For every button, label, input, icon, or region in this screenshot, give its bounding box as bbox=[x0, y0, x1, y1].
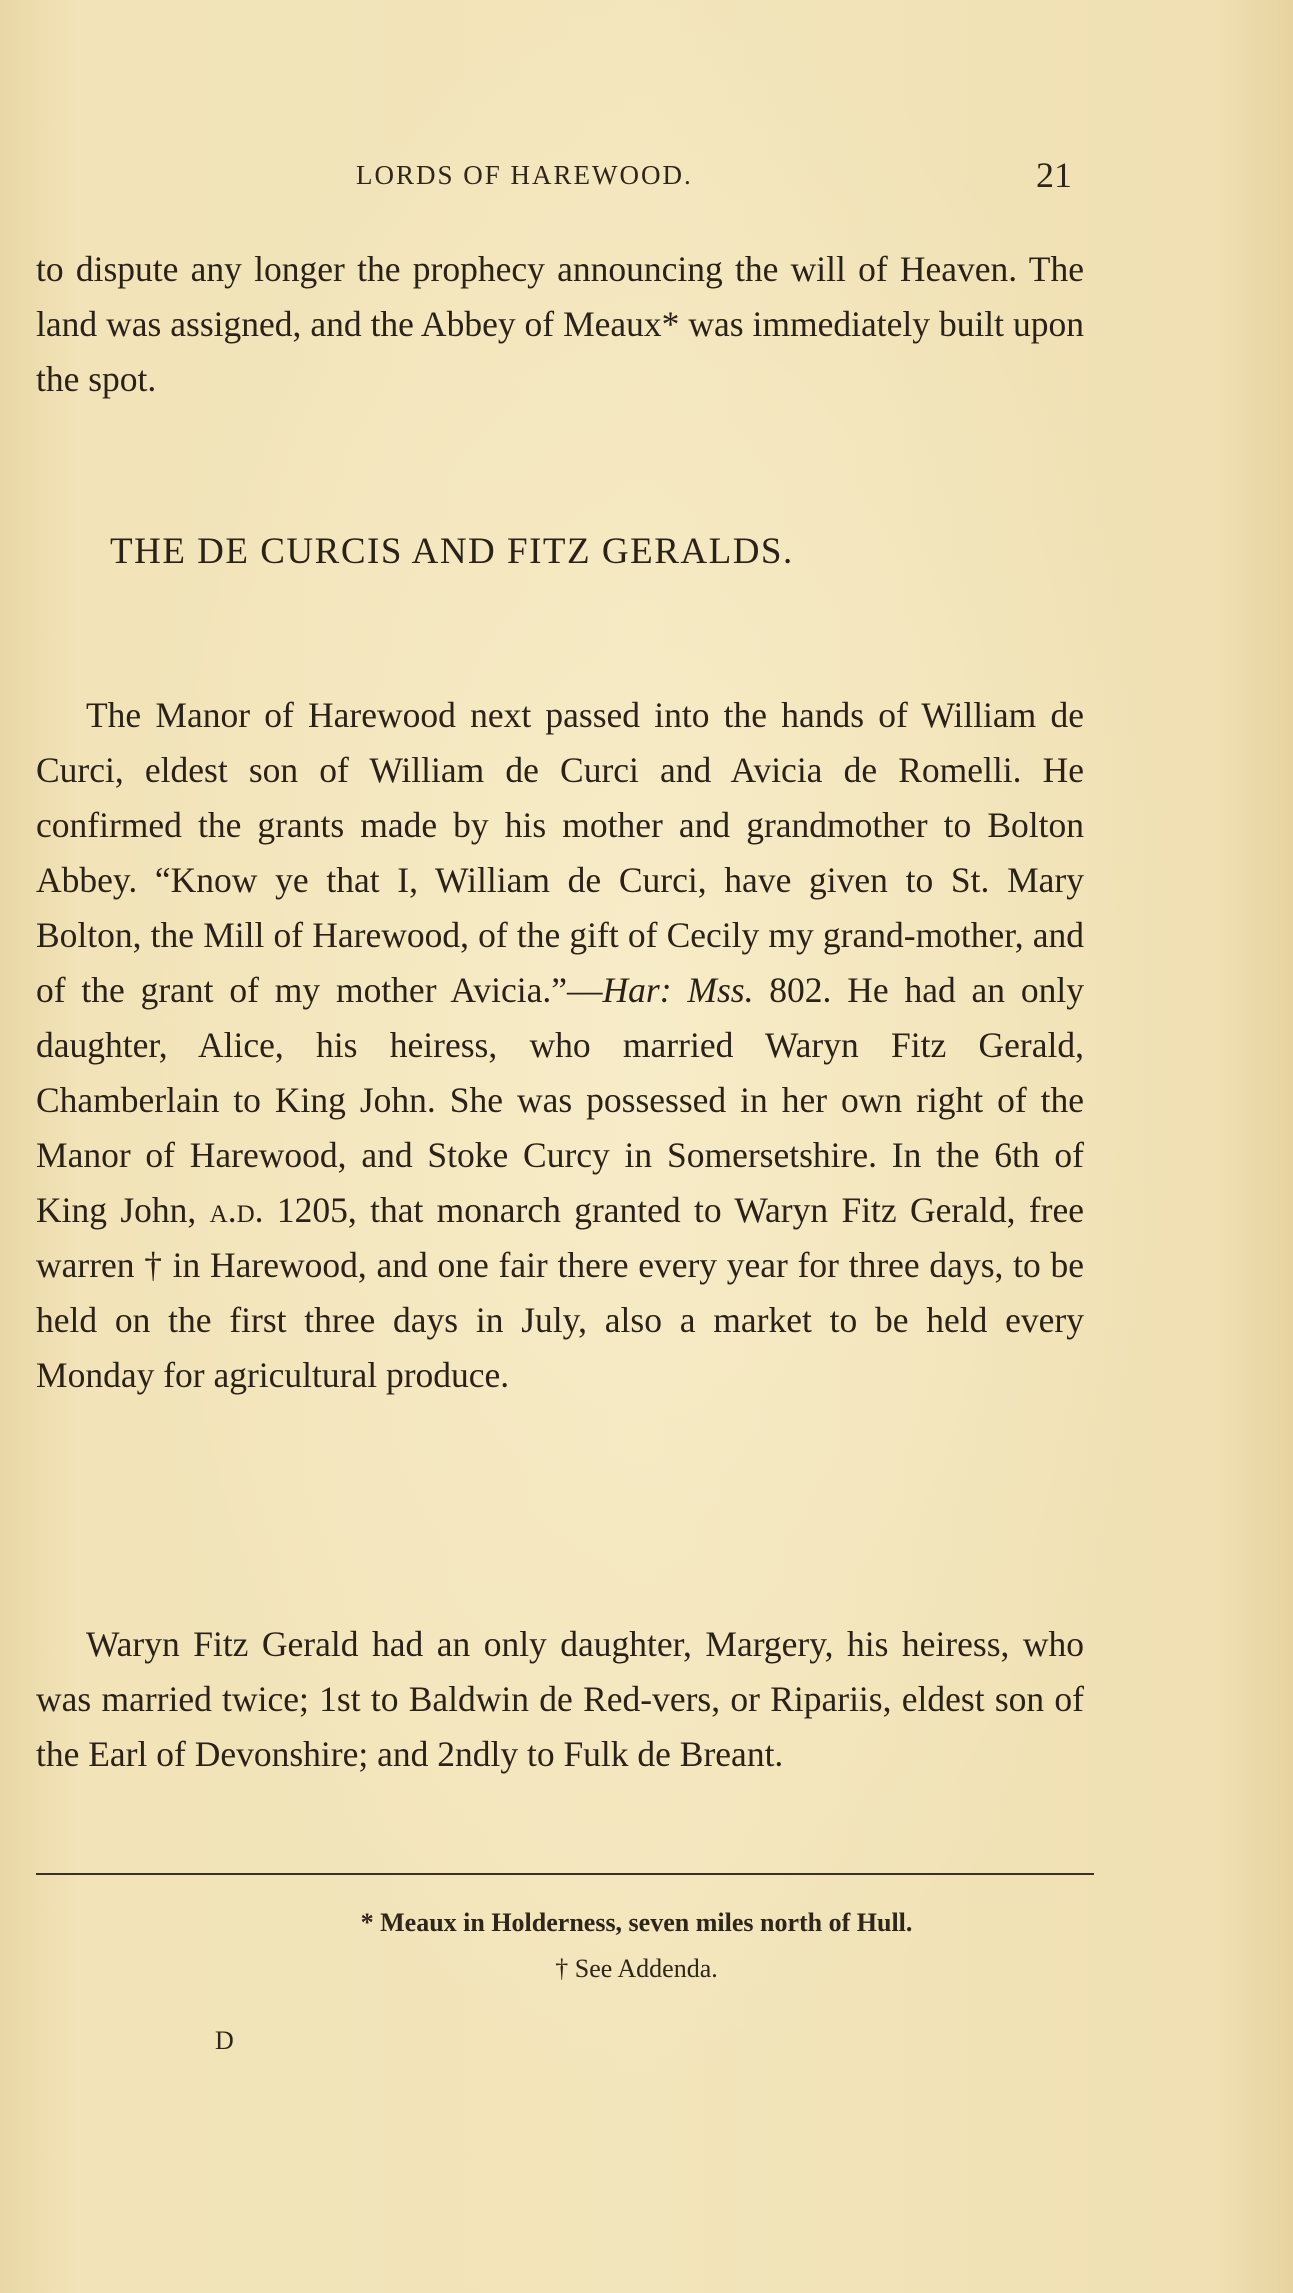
page-header bbox=[0, 155, 1293, 202]
paragraph-3: Waryn Fitz Gerald had an only daughter, Margery, his heiress, who was married twice; 1st to Baldwin de Red-vers, or Ripariis, eldest son of the Earl of Devonshire; and 2ndly to Fulk de Breant. bbox=[36, 1624, 1084, 1774]
paragraph-2 bbox=[36, 688, 1084, 1403]
paragraph-1: to dispute any longer the prophecy announcing the will of Heaven. The land was assigned, and the Abbey of Meaux* was immediately built upon the spot. bbox=[36, 249, 1084, 399]
running-head: LORDS OF HAREWOOD. bbox=[356, 160, 693, 190]
anno-domini: a.d. bbox=[209, 1190, 264, 1230]
section-heading: THE DE CURCIS AND FITZ GERALDS. bbox=[110, 531, 794, 572]
paragraph-2-text-c: 1205, that monarch granted to Waryn Fitz Gerald, free warren † in Harewood, and one fair there every year for three days, to be held on the first three days in July, also a market to be held every Monday for agricultural produce. bbox=[36, 1190, 1084, 1395]
paragraph-2-text-a: The Manor of Harewood next passed into the hands of William de Curci, eldest son of William de Curci and Avicia de Romelli. He confirmed the grants made by his mother and grandmother to Bolton Abbey. “Know ye that I, William de Curci, have given to St. Mary Bolton, the Mill of Harewood, of the gift of Cecily my grand-mother, and of the grant of my mother Avicia.”— bbox=[36, 695, 1084, 1010]
signature-mark: D bbox=[215, 2026, 234, 2055]
footnotes bbox=[0, 1900, 1293, 1992]
paragraph-2-text-b: 802. He had an only daughter, Alice, his heiress, who married Waryn Fitz Gerald, Chamberlain to King John. She was possessed in her own right of the Manor of Harewood, and Stoke Curcy in Somersetshire. In the 6th of King John, bbox=[36, 970, 1084, 1230]
footnote-rule bbox=[36, 1873, 1094, 1875]
footnote-2: † See Addenda. bbox=[555, 1954, 718, 1983]
footnote-1: * Meaux in Holderness, seven miles north of Hull. bbox=[360, 1908, 913, 1937]
citation-italic: Har: Mss. bbox=[602, 970, 754, 1010]
page-number: 21 bbox=[1036, 155, 1072, 195]
